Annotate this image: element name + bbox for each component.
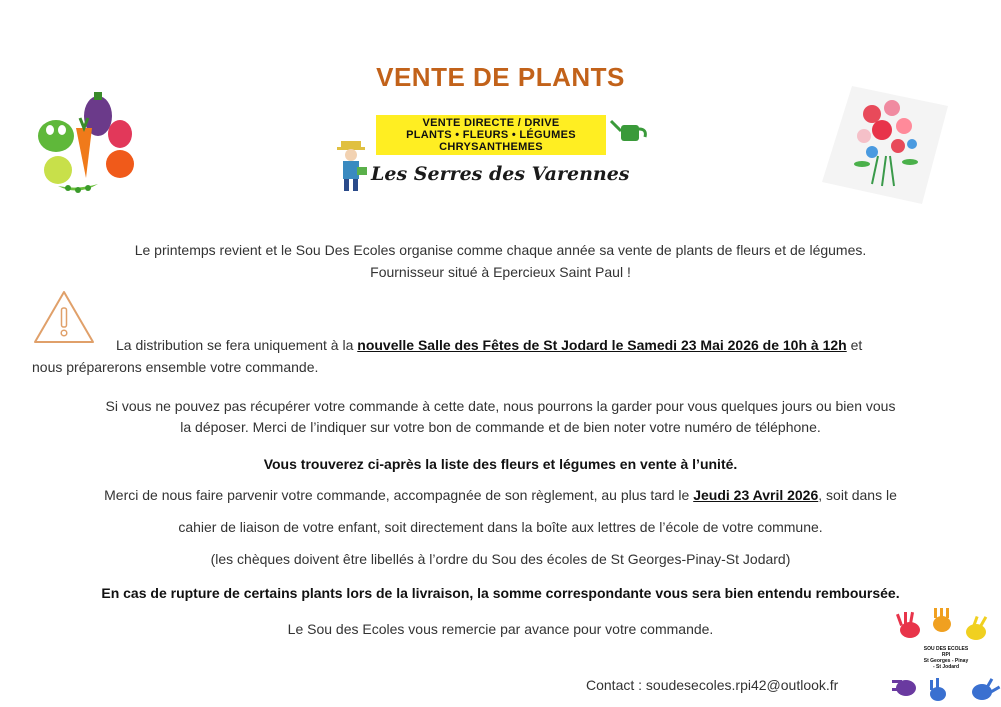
logo-line-1: VENTE DIRECTE / DRIVE bbox=[422, 117, 560, 129]
badge-text bbox=[912, 646, 980, 670]
badge-line-3: St Georges - Pinay bbox=[923, 658, 969, 664]
distribution-line-2: nous préparerons ensemble votre commande. bbox=[32, 359, 319, 375]
cheques-note: (les chèques doivent être libellés à l’ordre du Sou des écoles de St Georges-Pinay-St Jodard) bbox=[210, 551, 791, 567]
vegetables-illustration bbox=[28, 88, 146, 200]
school-association-logo bbox=[890, 608, 1001, 707]
logo-line-2: PLANTS • FLEURS • LÉGUMES bbox=[406, 129, 576, 141]
intro-line-2: Fournisseur situé à Epercieux Saint Paul ! bbox=[370, 264, 631, 280]
logo-brand: Les Serres des Varennes bbox=[371, 163, 630, 185]
page-title: VENTE DE PLANTS bbox=[376, 62, 625, 92]
order-line-1 bbox=[0, 485, 1001, 505]
bouquet-illustration bbox=[822, 86, 948, 204]
order-text-end: , soit dans le bbox=[818, 487, 897, 503]
list-notice: Vous trouverez ci-après la liste des fleurs et légumes en vente à l’unité. bbox=[263, 456, 738, 472]
rupture-notice: En cas de rupture de certains plants lors de la livraison, la somme correspondante vous sera bien entendu remboursée. bbox=[101, 585, 900, 601]
warning-icon bbox=[32, 289, 96, 345]
logo-line-3: CHRYSANTHEMES bbox=[439, 141, 543, 153]
distribution-text-end: et bbox=[846, 337, 863, 353]
badge-line-1: SOU DES ECOLES bbox=[923, 646, 969, 652]
contact-line: Contact : soudesecoles.rpi42@outlook.fr bbox=[586, 677, 839, 693]
distribution-highlight: nouvelle Salle des Fêtes de St Jodard le Samedi 23 Mai 2026 de 10h à 12h bbox=[357, 337, 847, 353]
thanks-line: Le Sou des Ecoles vous remercie par avance pour votre commande. bbox=[287, 621, 714, 637]
order-text: Merci de nous faire parvenir votre commande, accompagnée de son règlement, au plus tard le bbox=[104, 487, 694, 503]
watering-can-icon bbox=[609, 115, 649, 145]
order-line-2: cahier de liaison de votre enfant, soit directement dans la boîte aux lettres de l’école de votre commune. bbox=[178, 519, 823, 535]
badge-line-4: - St Jodard bbox=[932, 664, 960, 670]
badge-line-2: RPI bbox=[941, 652, 951, 658]
supplier-logo bbox=[333, 113, 651, 195]
distribution-text: La distribution se fera uniquement à la bbox=[116, 337, 358, 353]
gardener-icon bbox=[333, 139, 369, 193]
order-deadline: Jeudi 23 Avril 2026 bbox=[693, 487, 819, 503]
pickup-line-1: Si vous ne pouvez pas récupérer votre commande à cette date, nous pourrons la garder pour vous quelques jours ou bien vous bbox=[105, 398, 896, 414]
distribution-line-1 bbox=[116, 335, 862, 355]
pickup-line-2: la déposer. Merci de l’indiquer sur votre bon de commande et de bien noter votre numéro de téléphone. bbox=[180, 419, 821, 435]
intro-line-1: Le printemps revient et le Sou Des Ecoles organise comme chaque année sa vente de plants de fleurs et de légumes. bbox=[134, 242, 867, 258]
